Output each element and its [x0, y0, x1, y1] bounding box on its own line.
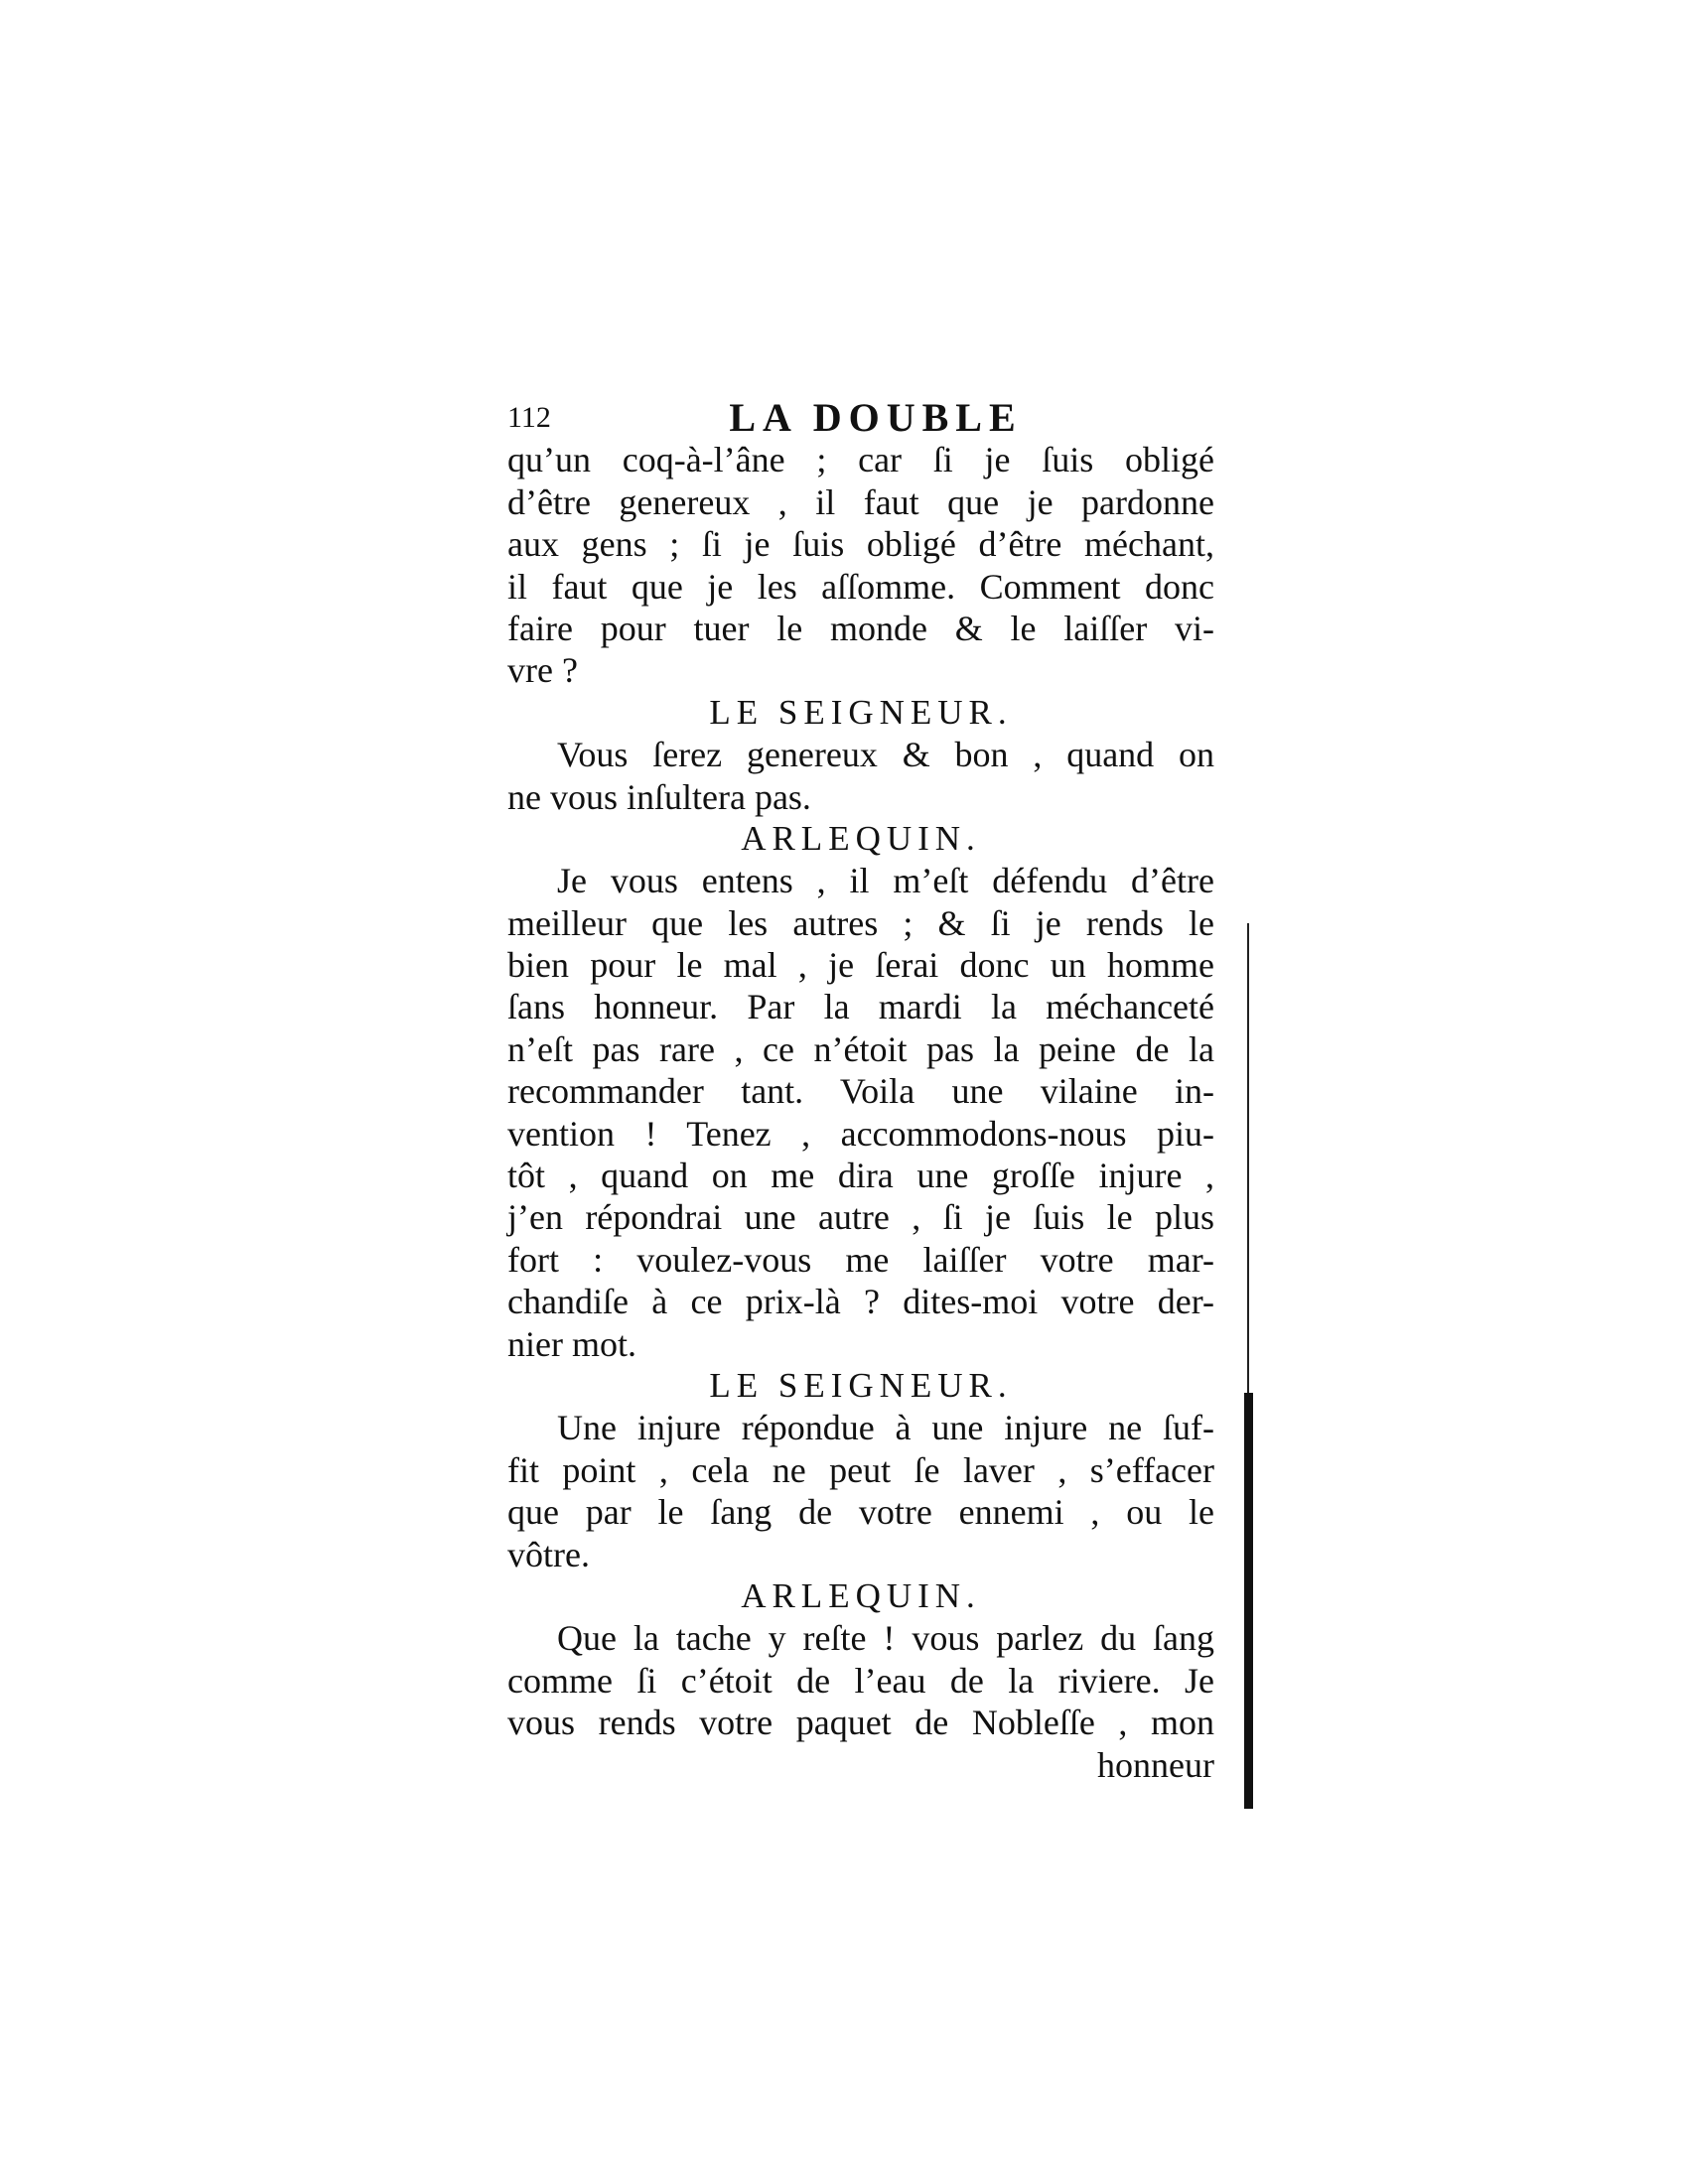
text-line: comme ſi c’étoit de l’eau de la riviere. Je	[507, 1660, 1214, 1701]
binding-edge-shadow	[1244, 1393, 1253, 1809]
text-line: vre ?	[507, 650, 578, 691]
text-line: fort : voulez-vous me laiſſer votre mar-	[507, 1239, 1214, 1280]
text-line: d’être genereux , il faut que je pardonne	[507, 481, 1214, 522]
speaker-name: ARLEQUIN.	[741, 1575, 981, 1615]
text-line: nier mot.	[507, 1323, 636, 1364]
paragraph-first-line: Une injure répondue à une injure ne ſuf-	[557, 1408, 1214, 1448]
running-title: LA DOUBLE	[729, 395, 1023, 440]
catchword: honneur	[1097, 1744, 1214, 1785]
text-line: ſans honneur. Par la mardi la méchanceté	[507, 987, 1214, 1027]
book-page	[507, 397, 1214, 1786]
paragraph-first-line: Vous ſerez genereux & bon , quand on	[557, 735, 1214, 775]
text-line: qu’un coq-à-l’âne ; car ſi je ſuis obligé	[507, 440, 1214, 480]
speaker-name: LE SEIGNEUR.	[709, 1365, 1013, 1405]
page-body	[507, 439, 1214, 1786]
text-line: bien pour le mal , je ſerai donc un homme	[507, 945, 1214, 986]
binding-edge-line	[1247, 923, 1249, 1395]
text-line: faire pour tuer le monde & le laiſſer vi-	[507, 608, 1214, 648]
text-line: j’en répondrai une autre , ſi je ſuis le plus	[507, 1197, 1214, 1238]
text-line: il faut que je les aſſomme. Comment donc	[507, 566, 1214, 607]
text-line: n’eſt pas rare , ce n’étoit pas la peine de la	[507, 1028, 1214, 1069]
speaker-name: ARLEQUIN.	[741, 818, 981, 858]
text-line: fit point , cela ne peut ſe laver , s’effacer	[507, 1449, 1214, 1490]
text-line: que par le ſang de votre ennemi , ou le	[507, 1492, 1214, 1533]
text-line: chandiſe à ce prix-là ? dites-moi votre der-	[507, 1282, 1214, 1322]
text-line: recommander tant. Voila une vilaine in-	[507, 1071, 1214, 1112]
text-line: tôt , quand on me dira une groſſe injure ,	[507, 1156, 1214, 1196]
text-line: vous rends votre paquet de Nobleſſe , mon	[507, 1703, 1214, 1743]
text-line: aux gens ; ſi je ſuis obligé d’être méchant,	[507, 524, 1214, 565]
text-line: meilleur que les autres ; & ſi je rends le	[507, 902, 1214, 943]
text-line: vention ! Tenez , accommodons-nous piu-	[507, 1113, 1214, 1154]
paragraph-first-line: Que la tache y reſte ! vous parlez du ſang	[557, 1618, 1214, 1659]
text-line: vôtre.	[507, 1534, 590, 1574]
paragraph-first-line: Je vous entens , il m’eſt défendu d’être	[557, 861, 1214, 901]
speaker-name: LE SEIGNEUR.	[709, 692, 1013, 732]
text-line: ne vous inſultera pas.	[507, 776, 811, 817]
running-header	[507, 397, 1214, 439]
page-number: 112	[507, 401, 551, 434]
